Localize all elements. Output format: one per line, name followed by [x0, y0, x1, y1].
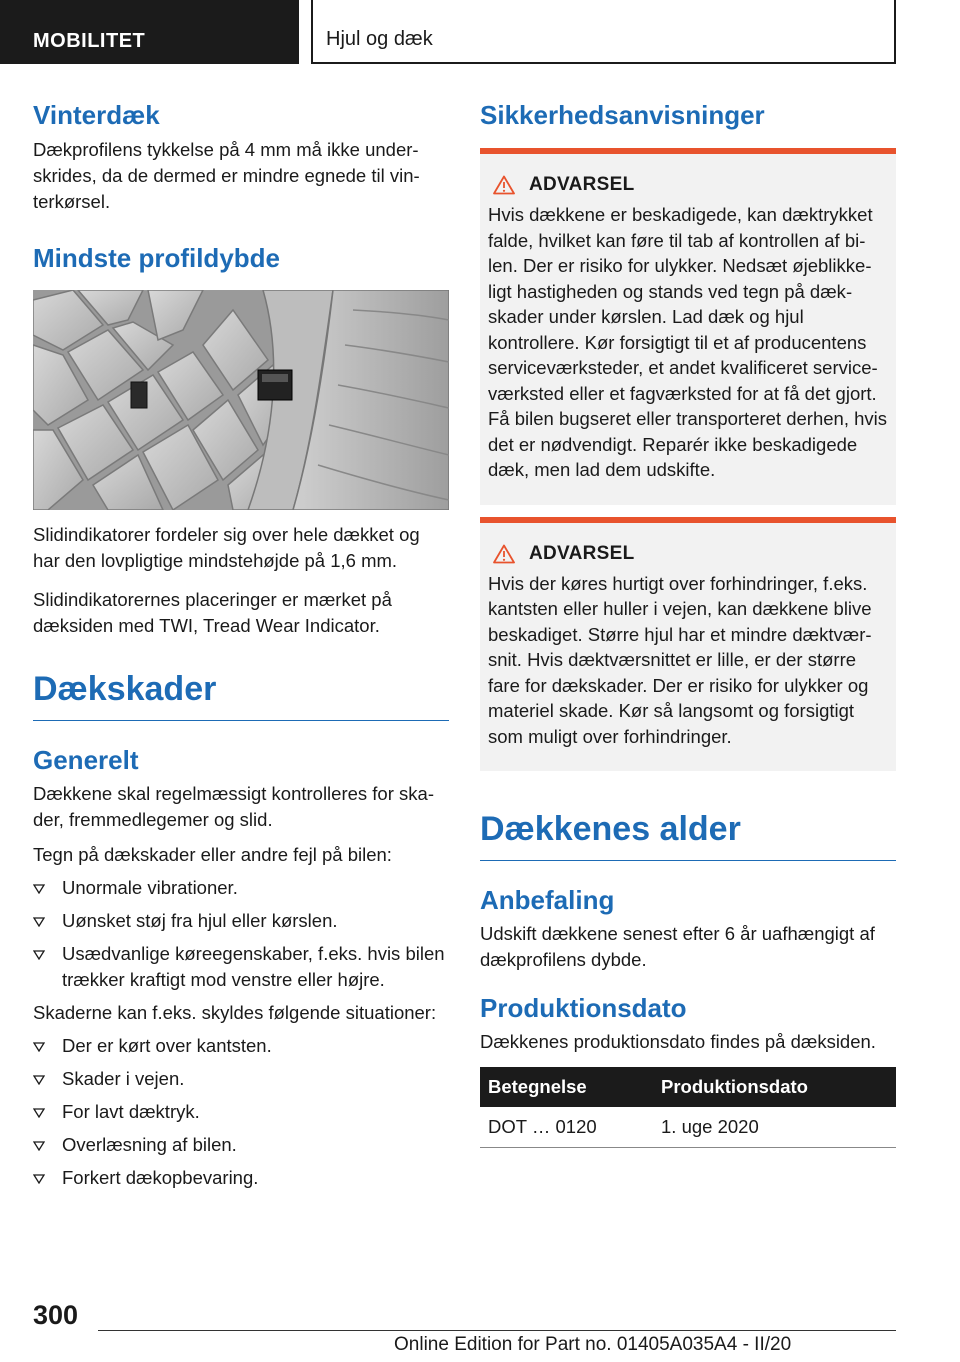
page-number: 300 [33, 1300, 79, 1330]
age-heading: Dækkenes alder [480, 809, 896, 861]
list-item: Unormale vibrationer. [33, 875, 449, 901]
winter-heading: Vinterdæk [33, 100, 160, 130]
chapter-title: Hjul og dæk [326, 28, 433, 50]
left-column [33, 100, 449, 1191]
section-tab [0, 0, 299, 64]
warning-text: Hvis der køres hurtigt over forhindringer, f.eks. kantsten eller huller i vejen, kan dækkene blive beskadiget. Større hjul har et mindre dæktværsnit. Hvis dæktværsnittet er lille, er der større fare for dækskader. Der er risiko for ulykker og materiel skade. Kør så langsomt og forsigtigt som muligt over forhindringer. [488, 572, 872, 747]
triangle-bullet-icon [33, 1141, 45, 1151]
section-title: MOBILITET [33, 30, 146, 52]
triangle-bullet-icon [33, 1075, 45, 1085]
list-item: Overlæsning af bilen. [33, 1132, 449, 1158]
triangle-bullet-icon [33, 1174, 45, 1184]
chapter-tab [311, 0, 896, 64]
signs-intro: Tegn på dækskader eller andre fejl på bilen: [33, 844, 392, 866]
general-heading: Generelt [33, 745, 139, 776]
footer-divider [98, 1330, 896, 1331]
safety-heading: Sikkerhedsanvisninger [480, 100, 765, 130]
list-item: Usædvanlige køreegenskaber, f.eks. hvis bilen trækker kraftigt mod venstre eller højre. [33, 941, 449, 993]
recommend-heading: Anbefaling [480, 884, 615, 915]
tire-tread-illustration [33, 290, 449, 510]
footer-edition: Online Edition for Part no. 01405A035A4 - II/20 [394, 1334, 792, 1355]
list-item: Forkert dækopbevaring. [33, 1165, 449, 1191]
table-header-cell: Produktionsdato [653, 1067, 896, 1107]
triangle-bullet-icon [33, 950, 45, 960]
list-item: For lavt dæktryk. [33, 1099, 449, 1125]
warning-header [493, 543, 888, 565]
warning-header [493, 174, 888, 196]
causes-list [33, 1033, 449, 1191]
production-heading: Produktionsdato [480, 993, 687, 1024]
warning-box-1 [480, 148, 896, 505]
triangle-bullet-icon [33, 1108, 45, 1118]
table-header-row [480, 1067, 896, 1107]
table-row [480, 1107, 896, 1147]
warning-box-2 [480, 517, 896, 772]
table-cell: DOT … 0120 [480, 1107, 653, 1147]
min-depth-heading: Mindste profildybde [33, 243, 280, 274]
production-table [480, 1067, 896, 1148]
production-text: Dækkenes produktionsdato findes på dæksiden. [480, 1031, 876, 1053]
warning-triangle-icon [493, 544, 515, 564]
list-item: Uønsket støj fra hjul eller kørslen. [33, 908, 449, 934]
list-item: Der er kørt over kantsten. [33, 1033, 449, 1059]
right-column [480, 100, 896, 1148]
triangle-bullet-icon [33, 917, 45, 927]
triangle-bullet-icon [33, 884, 45, 894]
min-depth-text-2: Slidindikatorernes placeringer er mærket på dæksiden med TWI, Tread Wear Indicator. [33, 589, 392, 637]
warning-label: ADVARSEL [529, 542, 635, 564]
warning-text: Hvis dækkene er beskadigede, kan dæktrykket falde, hvilket kan føre til tab af kontrollen af bilen. Der er risiko for ulykker. Nedsæt øjeblikkeligt hastigheden og stands ved tegn på dækskader under kørslen. Lad dæk og hjul kontrollere. Kør forsigtigt til et af producentens serviceværksteder, et andet kvalificeret serviceværksted eller et fagværksted for at få det gjort. Få bilen bugseret eller transporteret derhen, hvis det er nødvendigt. Reparér ikke beskadigede dæk, men lad dem udskifte. [488, 204, 887, 481]
signs-list [33, 875, 449, 993]
min-depth-text-1: Slidindikatorer fordeler sig over hele dækket og har den lovpligtige mindstehøjde på 1,6 mm. [33, 524, 420, 572]
list-item: Skader i vejen. [33, 1066, 449, 1092]
warning-label: ADVARSEL [529, 174, 635, 196]
table-cell: 1. uge 2020 [653, 1107, 896, 1147]
table-header-cell: Betegnelse [480, 1067, 653, 1107]
recommend-text: Udskift dækkene senest efter 6 år uafhængigt af dækprofilens dybde. [480, 923, 875, 971]
warning-triangle-icon [493, 175, 515, 195]
causes-intro: Skaderne kan f.eks. skyldes følgende situationer: [33, 1002, 437, 1024]
general-text: Dækkene skal regelmæssigt kontrolleres for skader, fremmedlegemer og slid. [33, 783, 434, 831]
triangle-bullet-icon [33, 1042, 45, 1052]
winter-text: Dækprofilens tykkelse på 4 mm må ikke underskrides, da de dermed er mindre egnede til vinterkørsel. [33, 139, 420, 213]
damage-heading: Dækskader [33, 669, 449, 721]
